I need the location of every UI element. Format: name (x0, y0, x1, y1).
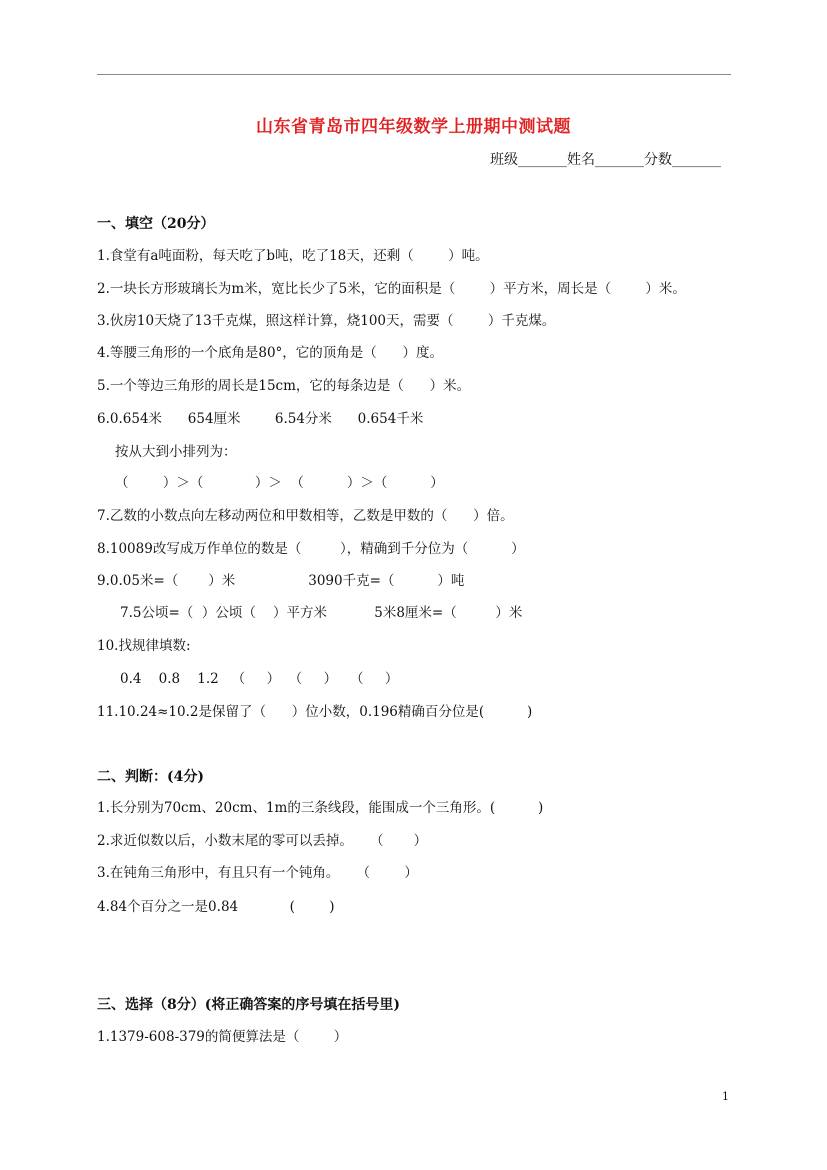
question-line: 按从大到小排列为： (115, 444, 237, 460)
section3-heading: 三、选择（8分）(将正确答案的序号填在括号里) (97, 997, 400, 1013)
question-line: 6.0.654米 654厘米 6.54分米 0.654千米 (97, 411, 424, 427)
question-line: 1.食堂有a吨面粉，每天吃了b吨，吃了18天，还剩（ ）吨。 (97, 248, 489, 264)
question-line: 7.5公顷=（ ）公顷（ ）平方米 5米8厘米=（ ）米 (120, 605, 523, 621)
question-line: 3.伙房10天烧了13千克煤，照这样计算，烧100天，需要（ ）千克煤。 (97, 313, 556, 329)
student-info-line: 班级_______姓名_______分数_______ (490, 152, 721, 168)
question-line: 11.10.24≈10.2是保留了（ ）位小数，0.196精确百分位是( ) (97, 704, 533, 720)
question-line: 1.1379-608-379的简便算法是（ ） (97, 1029, 348, 1045)
question-line: 2.求近似数以后，小数末尾的零可以丢掉。 （ ） (97, 833, 428, 849)
question-line: 8.10089改写成万作单位的数是（ ），精确到千分位为（ ） (97, 541, 525, 557)
question-line: （ ）＞（ ）＞ （ ）＞（ ） (115, 475, 444, 491)
question-line: 5.一个等边三角形的周长是15cm，它的每条边是（ ）米。 (97, 378, 471, 394)
section1-heading: 一、填空（20分） (97, 216, 215, 232)
header-rule (97, 74, 731, 75)
question-line: 7.乙数的小数点向左移动两位和甲数相等，乙数是甲数的（ ）倍。 (97, 508, 514, 524)
question-line: 9.0.05米=（ ）米 3090千克=（ ）吨 (97, 573, 465, 589)
question-line: 0.4 0.8 1.2 （ ） （ ） （ ） (120, 671, 399, 687)
question-line: 4.84个百分之一是0.84 ( ) (97, 899, 335, 915)
page-number: 1 (722, 1090, 729, 1103)
question-line: 10.找规律填数: (97, 638, 191, 654)
question-line: 3.在钝角三角形中，有且只有一个钝角。 （ ） (97, 865, 418, 881)
section2-heading: 二、判断：(4分) (97, 769, 204, 785)
document-title: 山东省青岛市四年级数学上册期中测试题 (256, 117, 571, 137)
question-line: 2.一块长方形玻璃长为m米，宽比长少了5米，它的面积是（ ）平方米，周长是（ ）米。 (97, 281, 686, 297)
question-line: 4.等腰三角形的一个底角是80°，它的顶角是（ ）度。 (97, 345, 444, 361)
question-line: 1.长分别为70cm、20cm、1m的三条线段，能围成一个三角形。( ) (97, 800, 544, 816)
